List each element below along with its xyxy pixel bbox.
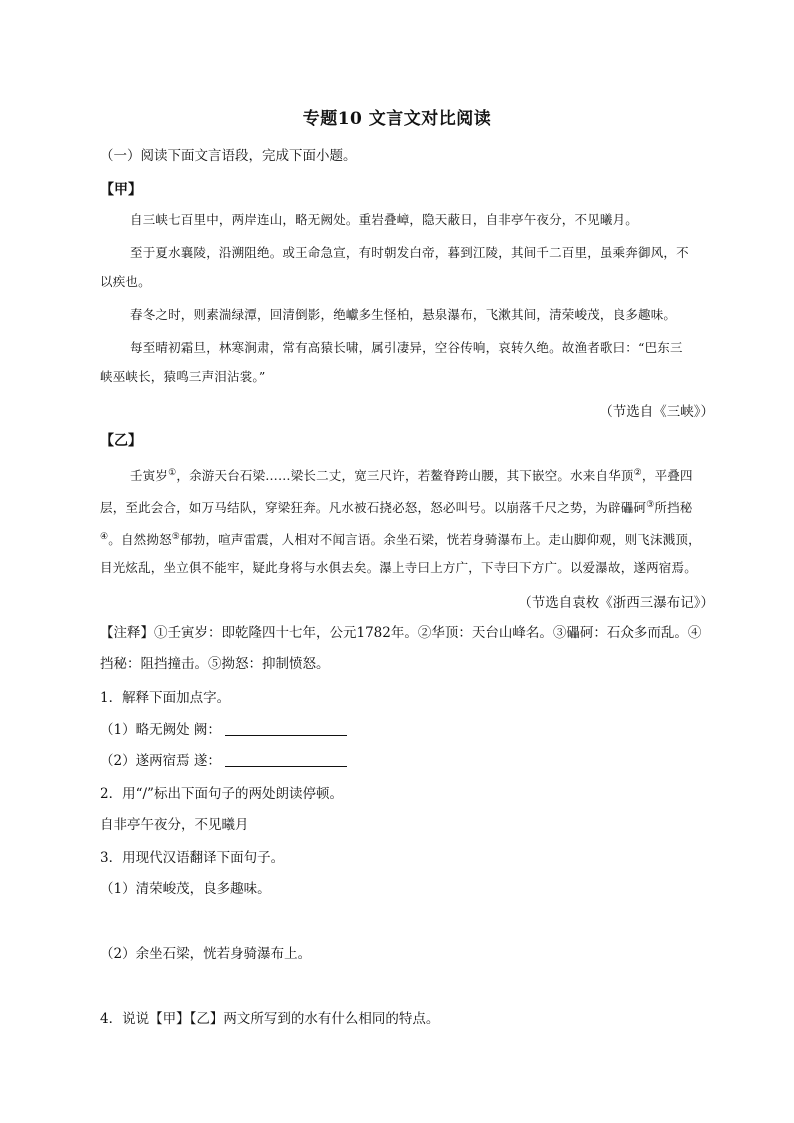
jia-label: 【甲】 (100, 182, 142, 198)
footnote-marker: ① (168, 468, 177, 478)
answer-blank[interactable] (225, 752, 347, 767)
footnote-marker: ③ (646, 500, 655, 510)
yi-line-2b: 所挡秘 (654, 500, 693, 516)
jia-paragraph-2a: 至于夏水襄陵，沿溯阻绝。或王命急宣，有时朝发白帝，暮到江陵，其间千二百里，虽乘奔御风，不 (130, 245, 689, 260)
question-1-item-1 (100, 720, 347, 740)
section-intro: （一）阅读下面文言语段，完成下面小题。 (100, 148, 357, 164)
yi-line-1 (130, 463, 693, 486)
answer-blank[interactable] (225, 721, 347, 736)
yi-line-1a: 壬寅岁 (130, 468, 169, 484)
jia-paragraph-2b: 以疾也。 (100, 274, 151, 289)
yi-line-3 (100, 527, 701, 550)
yi-line-2a: 层，至此会合，如万马结队，穿梁狂奔。凡水被石挠必怒，怒必叫号。以崩落千尺之势，为辟礧砢 (100, 500, 647, 516)
yi-line-4: 目光炫乱，坐立俱不能牢，疑此身将与水俱去矣。瀑上寺曰上方广，下寺曰下方广。以爱瀑故，遂两宿焉。 (100, 560, 697, 575)
footnote-marker: ② (633, 468, 642, 478)
yi-line-3b: 郁勃，喧声雷震，人相对不闻言语。余坐石梁，恍若身骑瀑布上。走山脚仰观，则飞沫溅顶， (180, 532, 701, 548)
jia-source: （节选自《三峡》） (599, 404, 714, 420)
notes-line-2: 挡秘：阻挡撞击。⑤拗怒：抑制愤怒。 (100, 656, 330, 672)
question-1-item-1-text: （1）略无阙处 阙： (100, 722, 221, 738)
yi-line-1c: ，平叠四 (641, 468, 693, 484)
yi-line-1b: ，余游天台石梁……梁长二丈，宽三尺许，若鳌脊跨山腰，其下嵌空。水来自华顶 (176, 468, 634, 484)
jia-paragraph-3: 春冬之时，则素湍绿潭，回清倒影，绝巘多生怪柏，悬泉瀑布，飞漱其间，清荣峻茂，良多趣味。 (130, 307, 677, 322)
question-3-item-2: （2）余坐石梁，恍若身骑瀑布上。 (100, 946, 312, 962)
notes-line-1: 【注释】①壬寅岁：即乾隆四十七年，公元1782年。②华顶：天台山峰名。③礧砢：石众多而乱。④ (100, 625, 702, 641)
yi-label: 【乙】 (100, 433, 142, 449)
question-1: 1．解释下面加点字。 (100, 690, 231, 706)
question-3-item-1: （1）清荣峻茂，良多趣味。 (100, 881, 271, 897)
question-2-sentence: 自非亭午夜分，不见曦月 (100, 817, 249, 833)
footnote-marker: ④ (100, 532, 109, 542)
jia-paragraph-4b: 峡巫峡长，猿鸣三声泪沾裳。” (100, 369, 266, 384)
yi-line-2 (100, 495, 693, 518)
yi-line-3a: 。自然拗怒 (108, 532, 172, 548)
jia-paragraph-1: 自三峡七百里中，两岸连山，略无阙处。重岩叠嶂，隐天蔽日，自非亭午夜分，不见曦月。 (130, 212, 639, 227)
question-4: 4．说说【甲】【乙】两文所写到的水有什么相同的特点。 (100, 1011, 440, 1027)
yi-source: （节选自袁枚《浙西三瀑布记》） (518, 595, 714, 611)
footnote-marker: ⑤ (171, 532, 181, 542)
page-title: 专题10 文言文对比阅读 (302, 109, 492, 129)
jia-paragraph-4a: 每至晴初霜旦，林寒涧肃，常有高猿长啸，属引凄异，空谷传响，哀转久绝。故渔者歌曰：“巴东三 (130, 340, 683, 355)
question-1-item-2 (100, 751, 347, 771)
question-1-item-2-text: （2）遂两宿焉 遂： (100, 753, 221, 769)
question-2: 2．用“/”标出下面句子的两处朗读停顿。 (100, 786, 343, 802)
question-3: 3．用现代汉语翻译下面句子。 (100, 850, 285, 866)
